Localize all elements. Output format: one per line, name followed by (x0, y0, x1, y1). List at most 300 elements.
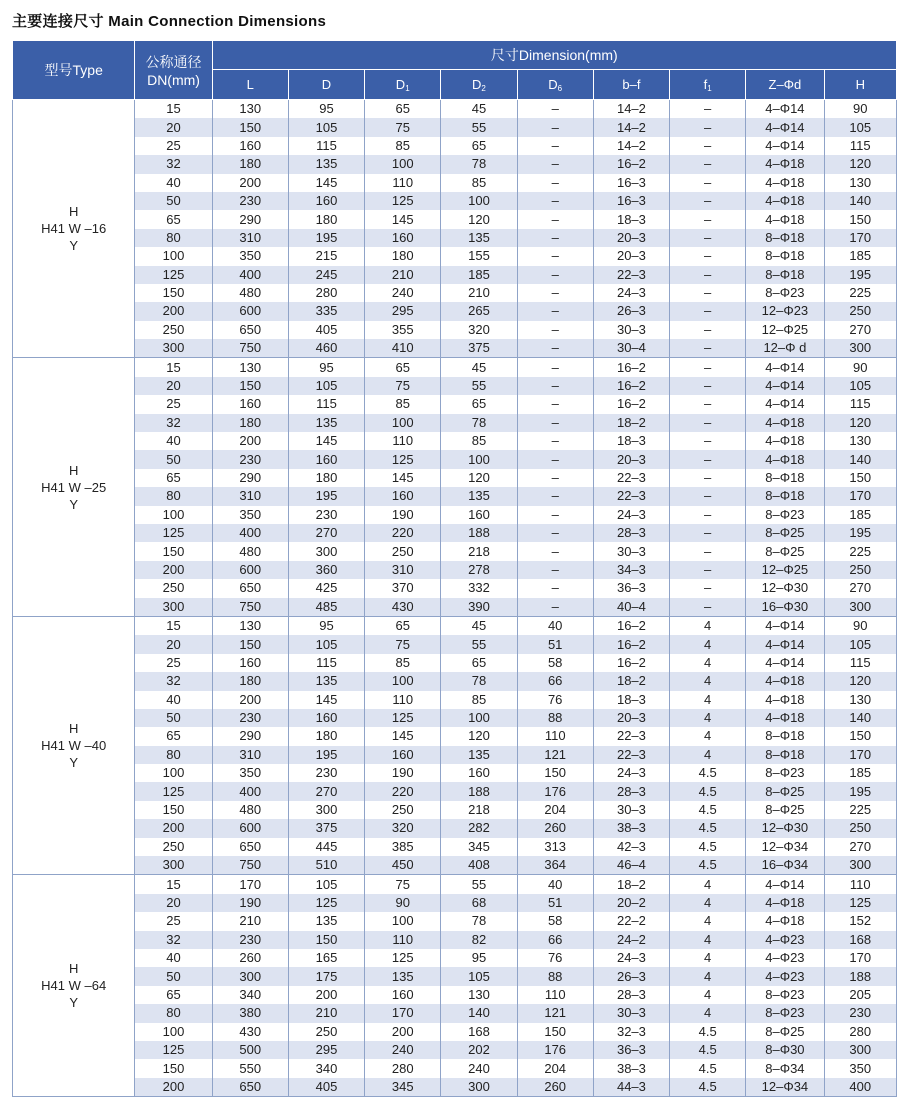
table-cell: 230 (212, 709, 288, 727)
type-line: Y (69, 496, 79, 512)
table-cell: 176 (517, 1041, 593, 1059)
table-cell: 32–3 (593, 1023, 669, 1041)
table-cell: 100 (135, 247, 212, 265)
table-cell: – (670, 414, 746, 432)
table-row (13, 838, 897, 856)
table-cell: 80 (135, 746, 212, 764)
table-cell: 240 (365, 284, 441, 302)
table-cell: 32 (135, 414, 212, 432)
table-cell: 180 (288, 727, 364, 745)
table-cell: 4 (670, 746, 746, 764)
table-cell: 4–Φ23 (746, 949, 824, 967)
table-cell: 40 (135, 949, 212, 967)
table-cell: 300 (824, 1041, 896, 1059)
table-cell: 140 (824, 450, 896, 468)
table-cell: 200 (288, 986, 364, 1004)
table-cell: 200 (135, 302, 212, 320)
table-cell: 88 (517, 709, 593, 727)
table-cell: 210 (365, 266, 441, 284)
table-cell: 200 (365, 1023, 441, 1041)
table-cell: – (517, 137, 593, 155)
table-cell: – (517, 192, 593, 210)
table-cell: 375 (288, 819, 364, 837)
table-cell: 650 (212, 321, 288, 339)
table-cell: 4–Φ18 (746, 210, 824, 228)
table-cell: 500 (212, 1041, 288, 1059)
table-cell: 165 (288, 949, 364, 967)
table-cell: 8–Φ23 (746, 284, 824, 302)
table-cell: 200 (135, 561, 212, 579)
table-cell: 115 (824, 137, 896, 155)
table-cell: 135 (441, 746, 517, 764)
table-cell: 425 (288, 579, 364, 597)
table-cell: 4.5 (670, 856, 746, 875)
table-cell: 26–3 (593, 967, 669, 985)
table-cell: 58 (517, 912, 593, 930)
table-cell: 105 (288, 635, 364, 653)
table-cell: 145 (288, 174, 364, 192)
type-cell (13, 875, 135, 1097)
table-cell: 750 (212, 856, 288, 875)
table-cell: 130 (212, 100, 288, 119)
table-cell: 260 (517, 819, 593, 837)
table-cell: 170 (212, 875, 288, 894)
table-cell: 115 (288, 137, 364, 155)
table-cell: 4 (670, 654, 746, 672)
table-cell: 600 (212, 561, 288, 579)
table-row (13, 377, 897, 395)
table-cell: 100 (365, 912, 441, 930)
table-cell: 80 (135, 487, 212, 505)
table-cell: 168 (824, 931, 896, 949)
table-row (13, 506, 897, 524)
table-cell: 18–3 (593, 691, 669, 709)
table-cell: 50 (135, 450, 212, 468)
table-cell: 16–2 (593, 395, 669, 413)
table-cell: – (670, 450, 746, 468)
table-row (13, 247, 897, 265)
table-cell: 100 (441, 192, 517, 210)
column-header-label: D (321, 77, 332, 92)
table-cell: 24–2 (593, 931, 669, 949)
table-cell: 300 (441, 1078, 517, 1097)
table-cell: 24–3 (593, 284, 669, 302)
table-cell: 250 (135, 321, 212, 339)
type-line: Y (69, 238, 79, 254)
table-cell: – (517, 432, 593, 450)
table-cell: 110 (517, 727, 593, 745)
table-row (13, 727, 897, 745)
table-row (13, 321, 897, 339)
table-cell: 12–Φ d (746, 339, 824, 358)
table-cell: 135 (365, 967, 441, 985)
table-cell: 150 (212, 377, 288, 395)
table-cell: – (517, 414, 593, 432)
table-cell: 145 (365, 210, 441, 228)
table-cell: – (517, 579, 593, 597)
table-cell: 200 (212, 174, 288, 192)
table-cell: 20 (135, 894, 212, 912)
table-cell: 30–3 (593, 321, 669, 339)
table-cell: 18–3 (593, 210, 669, 228)
table-cell: – (670, 137, 746, 155)
table-cell: 75 (365, 875, 441, 894)
table-cell: 4–Φ18 (746, 672, 824, 690)
table-cell: 8–Φ23 (746, 986, 824, 1004)
table-row (13, 414, 897, 432)
table-cell: 45 (441, 358, 517, 377)
table-cell: 320 (441, 321, 517, 339)
table-cell: – (670, 377, 746, 395)
table-cell: 80 (135, 229, 212, 247)
table-cell: 450 (365, 856, 441, 875)
table-cell: 4.5 (670, 1059, 746, 1077)
table-cell: – (670, 229, 746, 247)
table-cell: 120 (441, 469, 517, 487)
table-cell: 65 (441, 395, 517, 413)
table-cell: – (670, 524, 746, 542)
table-cell: – (670, 395, 746, 413)
table-cell: 25 (135, 137, 212, 155)
table-row (13, 1059, 897, 1077)
table-cell: 295 (365, 302, 441, 320)
table-cell: 355 (365, 321, 441, 339)
table-cell: 65 (365, 358, 441, 377)
table-cell: 105 (824, 118, 896, 136)
table-cell: 445 (288, 838, 364, 856)
table-cell: 16–Φ30 (746, 598, 824, 617)
table-cell: 36–3 (593, 1041, 669, 1059)
table-cell: – (517, 469, 593, 487)
table-cell: 155 (441, 247, 517, 265)
table-cell: – (670, 155, 746, 173)
table-cell: 430 (365, 598, 441, 617)
table-cell: – (517, 302, 593, 320)
table-cell: 4–Φ14 (746, 118, 824, 136)
table-cell: 51 (517, 635, 593, 653)
dimension-header: 尺寸Dimension(mm) (212, 41, 896, 70)
table-cell: 110 (824, 875, 896, 894)
table-cell: 105 (288, 377, 364, 395)
table-cell: 160 (212, 654, 288, 672)
table-cell: 130 (824, 691, 896, 709)
table-cell: 120 (441, 727, 517, 745)
table-cell: 8–Φ25 (746, 1023, 824, 1041)
table-row (13, 616, 897, 635)
table-cell: 270 (824, 579, 896, 597)
table-cell: 310 (212, 229, 288, 247)
table-cell: 218 (441, 801, 517, 819)
table-row (13, 635, 897, 653)
table-cell: 250 (365, 801, 441, 819)
table-cell: 100 (135, 764, 212, 782)
table-cell: 310 (365, 561, 441, 579)
table-cell: 300 (288, 801, 364, 819)
table-cell: 152 (824, 912, 896, 930)
table-cell: 750 (212, 339, 288, 358)
table-cell: 200 (212, 691, 288, 709)
table-row (13, 395, 897, 413)
table-row (13, 709, 897, 727)
table-cell: – (517, 247, 593, 265)
table-cell: 188 (824, 967, 896, 985)
table-cell: 185 (441, 266, 517, 284)
table-cell: 188 (441, 782, 517, 800)
table-cell: 8–Φ18 (746, 727, 824, 745)
table-cell: 175 (288, 967, 364, 985)
table-cell: 400 (824, 1078, 896, 1097)
table-cell: 40 (135, 691, 212, 709)
table-cell: 282 (441, 819, 517, 837)
column-header (670, 70, 746, 100)
table-cell: 120 (824, 672, 896, 690)
table-cell: 32 (135, 155, 212, 173)
table-cell: 350 (212, 247, 288, 265)
table-row (13, 801, 897, 819)
table-cell: 190 (365, 506, 441, 524)
table-cell: 390 (441, 598, 517, 617)
table-cell: 30–3 (593, 801, 669, 819)
table-cell: – (670, 579, 746, 597)
table-cell: 400 (212, 266, 288, 284)
table-cell: 85 (441, 174, 517, 192)
table-cell: 78 (441, 912, 517, 930)
type-cell (13, 358, 135, 616)
table-cell: 125 (365, 192, 441, 210)
table-cell: 345 (441, 838, 517, 856)
table-cell: 160 (441, 506, 517, 524)
table-cell: 22–2 (593, 912, 669, 930)
type-line: H (69, 462, 79, 478)
table-cell: 385 (365, 838, 441, 856)
table-row (13, 192, 897, 210)
table-cell: 290 (212, 210, 288, 228)
table-cell: 168 (441, 1023, 517, 1041)
table-cell: 180 (288, 469, 364, 487)
table-cell: 210 (212, 912, 288, 930)
table-cell: 400 (212, 782, 288, 800)
table-cell: 50 (135, 192, 212, 210)
table-cell: 205 (824, 986, 896, 1004)
table-cell: 380 (212, 1004, 288, 1022)
table-cell: 20–3 (593, 229, 669, 247)
table-row (13, 229, 897, 247)
table-cell: 225 (824, 284, 896, 302)
table-cell: 300 (288, 542, 364, 560)
table-cell: 150 (135, 284, 212, 302)
table-row (13, 1078, 897, 1097)
table-cell: 160 (212, 395, 288, 413)
table-cell: 16–3 (593, 174, 669, 192)
table-cell: 50 (135, 967, 212, 985)
table-cell: 24–3 (593, 949, 669, 967)
column-header-subscript: 1 (707, 83, 712, 93)
dn-header-line1: 公称通径 (145, 54, 202, 70)
table-cell: 130 (212, 358, 288, 377)
table-cell: 8–Φ34 (746, 1059, 824, 1077)
table-cell: 170 (824, 487, 896, 505)
table-cell: 145 (365, 727, 441, 745)
table-cell: – (517, 542, 593, 560)
table-cell: 405 (288, 321, 364, 339)
table-cell: 270 (824, 838, 896, 856)
column-header-label: D (548, 76, 558, 92)
table-cell: 85 (365, 137, 441, 155)
table-cell: 100 (135, 1023, 212, 1041)
table-cell: 295 (288, 1041, 364, 1059)
table-cell: 8–Φ25 (746, 801, 824, 819)
table-cell: 170 (365, 1004, 441, 1022)
table-cell: 105 (288, 875, 364, 894)
table-cell: 250 (824, 819, 896, 837)
table-cell: 100 (365, 155, 441, 173)
table-cell: 4 (670, 931, 746, 949)
column-header-label: Z–Φd (768, 77, 802, 92)
table-cell: 42–3 (593, 838, 669, 856)
table-cell: 120 (824, 414, 896, 432)
table-cell: 190 (212, 894, 288, 912)
table-cell: 220 (365, 524, 441, 542)
table-cell: 4.5 (670, 1023, 746, 1041)
table-cell: 4–Φ18 (746, 912, 824, 930)
table-cell: 340 (288, 1059, 364, 1077)
table-cell: 12–Φ30 (746, 819, 824, 837)
table-cell: 150 (135, 801, 212, 819)
table-cell: 16–2 (593, 358, 669, 377)
table-cell: 36–3 (593, 579, 669, 597)
table-cell: 16–3 (593, 192, 669, 210)
table-cell: 8–Φ25 (746, 524, 824, 542)
table-cell: 125 (135, 266, 212, 284)
table-cell: 4–Φ14 (746, 395, 824, 413)
table-cell: 278 (441, 561, 517, 579)
table-cell: 85 (441, 432, 517, 450)
table-cell: 370 (365, 579, 441, 597)
table-row (13, 302, 897, 320)
table-cell: 125 (365, 709, 441, 727)
table-cell: 160 (212, 137, 288, 155)
table-cell: 265 (441, 302, 517, 320)
table-cell: – (517, 506, 593, 524)
table-cell: 121 (517, 1004, 593, 1022)
table-cell: 110 (517, 986, 593, 1004)
table-cell: 350 (212, 506, 288, 524)
table-cell: 22–3 (593, 469, 669, 487)
table-cell: 38–3 (593, 819, 669, 837)
table-cell: 68 (441, 894, 517, 912)
table-cell: 4–Φ14 (746, 875, 824, 894)
table-cell: 90 (365, 894, 441, 912)
table-cell: 25 (135, 912, 212, 930)
table-cell: 185 (824, 247, 896, 265)
table-row (13, 266, 897, 284)
table-cell: 408 (441, 856, 517, 875)
table-cell: 240 (365, 1041, 441, 1059)
table-cell: 195 (824, 782, 896, 800)
table-cell: 195 (824, 266, 896, 284)
table-cell: 4.5 (670, 801, 746, 819)
table-cell: 50 (135, 709, 212, 727)
table-cell: – (517, 266, 593, 284)
table-cell: – (670, 210, 746, 228)
table-cell: 195 (288, 746, 364, 764)
table-cell: 230 (212, 931, 288, 949)
table-cell: 4 (670, 894, 746, 912)
table-cell: – (670, 598, 746, 617)
table-cell: 51 (517, 894, 593, 912)
table-cell: – (517, 487, 593, 505)
table-cell: – (670, 284, 746, 302)
table-cell: 4 (670, 967, 746, 985)
table-cell: 260 (212, 949, 288, 967)
table-cell: 125 (288, 894, 364, 912)
table-cell: 20–3 (593, 709, 669, 727)
table-cell: 350 (824, 1059, 896, 1077)
type-line: H (69, 721, 79, 737)
table-cell: 8–Φ18 (746, 247, 824, 265)
table-cell: 218 (441, 542, 517, 560)
table-cell: 105 (824, 635, 896, 653)
table-cell: 22–3 (593, 746, 669, 764)
table-cell: 160 (288, 192, 364, 210)
table-cell: – (670, 542, 746, 560)
table-cell: 180 (288, 210, 364, 228)
table-cell: 4 (670, 912, 746, 930)
table-cell: – (670, 561, 746, 579)
table-cell: 8–Φ18 (746, 746, 824, 764)
table-cell: 140 (824, 709, 896, 727)
table-row (13, 672, 897, 690)
table-cell: 150 (517, 764, 593, 782)
table-cell: 4–Φ18 (746, 691, 824, 709)
table-cell: 130 (441, 986, 517, 1004)
table-cell: 88 (517, 967, 593, 985)
table-cell: 76 (517, 949, 593, 967)
table-cell: 230 (288, 764, 364, 782)
table-cell: 195 (824, 524, 896, 542)
table-cell: 45 (441, 616, 517, 635)
table-cell: – (517, 395, 593, 413)
table-cell: 650 (212, 838, 288, 856)
table-cell: 480 (212, 801, 288, 819)
table-cell: 210 (288, 1004, 364, 1022)
table-cell: 460 (288, 339, 364, 358)
table-cell: 4–Φ18 (746, 414, 824, 432)
table-cell: 150 (135, 542, 212, 560)
table-row (13, 137, 897, 155)
table-row (13, 100, 897, 119)
table-cell: – (517, 174, 593, 192)
table-cell: 30–3 (593, 1004, 669, 1022)
table-cell: 270 (288, 782, 364, 800)
table-cell: 8–Φ23 (746, 1004, 824, 1022)
table-cell: 190 (365, 764, 441, 782)
table-cell: 14–2 (593, 100, 669, 119)
table-cell: 115 (288, 654, 364, 672)
table-cell: 215 (288, 247, 364, 265)
table-cell: 130 (212, 616, 288, 635)
table-cell: – (670, 100, 746, 119)
table-row (13, 598, 897, 617)
table-cell: 65 (441, 137, 517, 155)
table-cell: 28–3 (593, 524, 669, 542)
table-cell: 140 (441, 1004, 517, 1022)
table-cell: 170 (824, 949, 896, 967)
table-row (13, 487, 897, 505)
table-cell: 650 (212, 579, 288, 597)
table-cell: 550 (212, 1059, 288, 1077)
table-cell: – (670, 302, 746, 320)
